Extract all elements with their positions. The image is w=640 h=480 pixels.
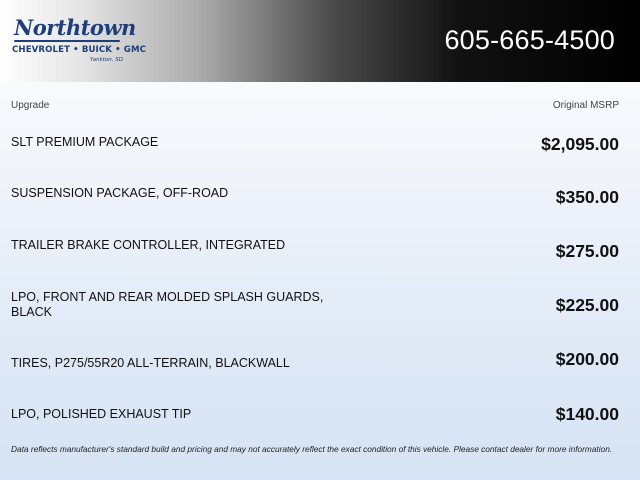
logo-brands: CHEVROLET • BUICK • GMC bbox=[12, 45, 147, 55]
upgrade-name: LPO, FRONT AND REAR MOLDED SPLASH GUARDS, BLACK bbox=[11, 290, 324, 319]
upgrade-name: SLT PREMIUM PACKAGE bbox=[11, 135, 159, 149]
upgrade-price: $275.00 bbox=[555, 241, 619, 261]
dealer-phone: 605-665-4500 bbox=[444, 25, 615, 55]
pricing-disclaimer: Data reflects manufacturer's standard build and pricing and may not accurately reflect the exact condition of this vehicle. Please contact dealer for more information. bbox=[11, 444, 613, 454]
upgrade-name: TIRES, P275/55R20 ALL-TERRAIN, BLACKWALL bbox=[11, 356, 290, 370]
upgrade-price: $140.00 bbox=[555, 404, 619, 424]
dealer-logo bbox=[12, 15, 147, 67]
upgrade-price: $2,095.00 bbox=[541, 134, 619, 154]
logo-wordmark: Northtown bbox=[14, 15, 136, 40]
column-header-msrp: Original MSRP bbox=[552, 100, 619, 111]
upgrade-price: $200.00 bbox=[555, 349, 619, 369]
logo-city: Yankton, SD bbox=[89, 57, 123, 63]
upgrade-price: $225.00 bbox=[555, 295, 619, 315]
upgrade-name: TRAILER BRAKE CONTROLLER, INTEGRATED bbox=[11, 238, 286, 252]
upgrade-price: $350.00 bbox=[555, 187, 619, 207]
header-banner bbox=[0, 0, 640, 82]
upgrade-name: LPO, POLISHED EXHAUST TIP bbox=[11, 407, 192, 421]
logo-swoosh bbox=[14, 40, 120, 42]
column-header-upgrade: Upgrade bbox=[11, 100, 50, 111]
upgrade-name: SUSPENSION PACKAGE, OFF-ROAD bbox=[11, 186, 229, 200]
